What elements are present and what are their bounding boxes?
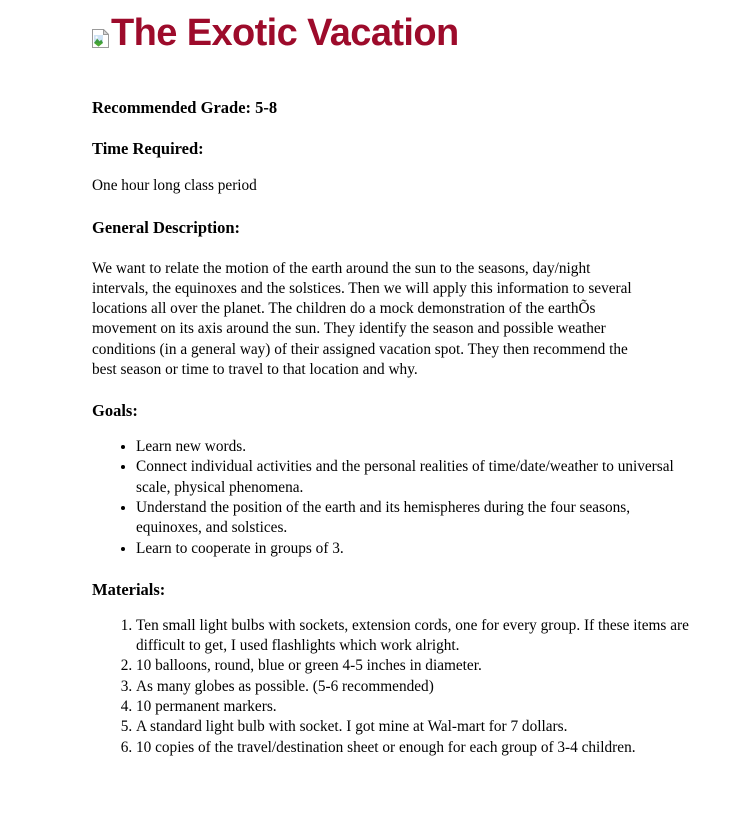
list-item: • Understand the position of the earth and its hemispheres during the four seasons, equinoxes, and solstices. xyxy=(136,498,696,539)
list-item: 2. 10 balloons, round, blue or green 4-5 inches in diameter. xyxy=(136,656,706,676)
materials-heading: Materials: xyxy=(92,579,166,599)
document-header xyxy=(92,0,730,54)
general-description-heading: General Description: xyxy=(92,217,241,237)
time-required-body: One hour long class period xyxy=(92,177,257,195)
list-item: • Learn to cooperate in groups of 3. xyxy=(136,539,696,559)
list-item: 6. 10 copies of the travel/destination sheet or enough for each group of 3-4 children. xyxy=(136,738,706,758)
time-required-heading: Time Required: xyxy=(92,138,204,158)
recommended-grade-heading: Recommended Grade: 5-8 xyxy=(92,97,278,117)
list-item: • Connect individual activities and the personal realities of time/date/weather to universal scale, physical phenomena. xyxy=(136,457,696,498)
goals-heading: Goals: xyxy=(92,401,138,421)
list-item: 5. A standard light bulb with socket. I got mine at Wal-mart for 7 dollars. xyxy=(136,717,706,737)
list-item: 3. As many globes as possible. (5-6 recommended) xyxy=(136,677,706,697)
list-item: 4. 10 permanent markers. xyxy=(136,697,706,717)
list-item: 1. Ten small light bulbs with sockets, extension cords, one for every group. If these items are difficult to get, I used flashlights which work alright. xyxy=(136,616,706,657)
page-title: The Exotic Vacation xyxy=(111,12,459,54)
materials-list xyxy=(92,616,706,758)
goals-list xyxy=(92,437,696,559)
broken-image-icon xyxy=(92,29,109,48)
general-description-body: We want to relate the motion of the earth around the sun to the seasons, day/night intervals, the equinoxes and the solstices. Then we will apply this information to several locations all over the planet. The children do a mock demonstration of the earthÕs movement on its axis around the sun. They identify the season and possible weather conditions (in a general way) of their assigned vacation spot. They then recommend the best season or time to travel to that location and why. xyxy=(92,259,632,379)
list-item: • Learn new words. xyxy=(136,437,696,457)
